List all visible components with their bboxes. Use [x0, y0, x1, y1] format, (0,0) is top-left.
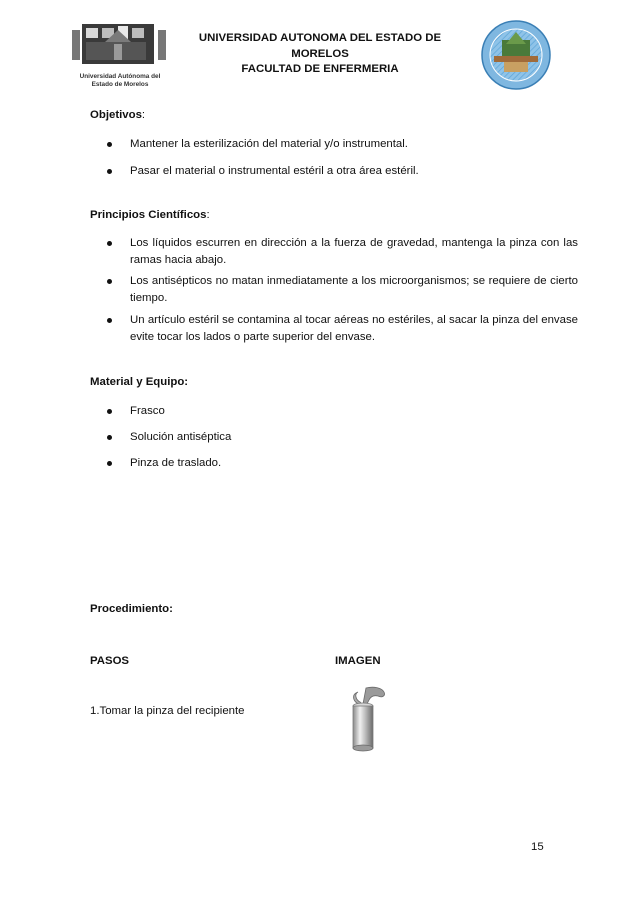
- list-item-text: Los líquidos escurren en dirección a la fuerza de gravedad, mantenga la pinza con las ramas hacia abajo.: [130, 237, 578, 266]
- procedimiento-heading-text: Procedimiento:: [90, 603, 173, 615]
- list-item-text: Mantener la esterilización del material y/o instrumental.: [130, 138, 408, 150]
- list-item-text: Solución antiséptica: [130, 431, 232, 443]
- procedimiento-heading: [90, 603, 173, 615]
- imagen-column-header: IMAGEN: [335, 655, 381, 667]
- logo-caption-1: Universidad Autónoma del: [79, 73, 161, 80]
- page-header: [150, 31, 490, 78]
- principios-heading-text: Principios Científicos: [90, 209, 207, 221]
- list-item-text: Un artículo estéril se contamina al tocar aéreas no estériles, al sacar la pinza del envase evite tocar los lados o parte superior del envase.: [130, 314, 578, 343]
- list-item-text: Pinza de traslado.: [130, 457, 222, 469]
- bullet-icon: [107, 435, 112, 440]
- objetivos-heading-text: Objetivos: [90, 109, 142, 121]
- header-line-3: FACULTAD DE ENFERMERIA: [241, 63, 399, 75]
- principios-heading-colon: :: [206, 209, 210, 221]
- principios-heading: [90, 209, 210, 221]
- bullet-icon: [107, 142, 112, 147]
- list-item-text: Frasco: [130, 405, 165, 417]
- material-heading-text: Material y Equipo:: [90, 376, 189, 388]
- bullet-icon: [107, 318, 112, 323]
- bullet-icon: [107, 169, 112, 174]
- list-item-text: Pasar el material o instrumental estéril a otra área estéril.: [130, 165, 419, 177]
- header-line-1: UNIVERSIDAD AUTONOMA DEL ESTADO DE: [198, 32, 442, 44]
- logo-caption-2: Estado de Morelos: [91, 81, 149, 88]
- bullet-icon: [107, 461, 112, 466]
- list-item-text: Los antisépticos no matan inmediatamente a los microorganismos; se requiere de cierto tiempo.: [130, 275, 578, 304]
- bullet-icon: [107, 279, 112, 284]
- header-line-2: MORELOS: [291, 47, 349, 60]
- objetivos-heading: [90, 109, 145, 121]
- bullet-icon: [107, 409, 112, 414]
- procedure-step: 1.Tomar la pinza del recipiente: [90, 705, 245, 717]
- pasos-column-header: PASOS: [90, 655, 130, 667]
- objetivos-heading-colon: :: [141, 109, 146, 121]
- bullet-icon: [107, 241, 112, 246]
- page-number: 15: [531, 841, 544, 853]
- faculty-seal-logo: [480, 16, 552, 94]
- sterile-forceps-jar-image: [338, 686, 392, 752]
- material-heading: [90, 376, 188, 388]
